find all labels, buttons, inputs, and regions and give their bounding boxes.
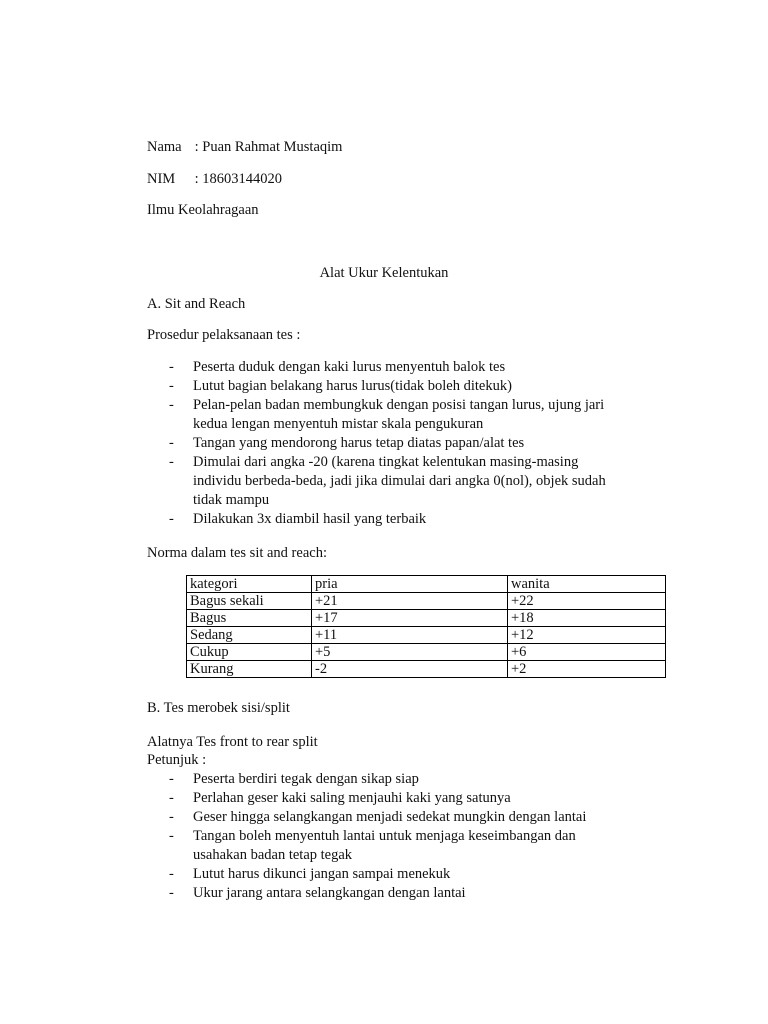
table-cell: Bagus xyxy=(187,610,312,627)
table-row xyxy=(187,610,666,627)
table-cell: Sedang xyxy=(187,627,312,644)
table-cell: Cukup xyxy=(187,644,312,661)
list-item-text: Pelan-pelan badan membungkuk dengan posisi tangan lurus, ujung jari xyxy=(193,397,605,413)
nim-label: NIM xyxy=(147,171,176,187)
nama-label: Nama xyxy=(147,139,182,155)
list-item xyxy=(169,453,606,510)
list-item xyxy=(169,770,586,789)
list-item-text: Dimulai dari angka -20 (karena tingkat kelentukan masing-masing xyxy=(193,454,579,470)
table-cell: +12 xyxy=(508,627,666,644)
list-item xyxy=(169,358,606,377)
bullet-dash: - xyxy=(169,435,174,451)
procedure-list xyxy=(169,358,606,529)
bullet-dash: - xyxy=(169,809,174,825)
nama-value: : Puan Rahmat Mustaqim xyxy=(194,139,343,155)
list-item xyxy=(169,827,586,865)
procedure-label: Prosedur pelaksanaan tes : xyxy=(147,327,301,343)
table-cell: +22 xyxy=(508,593,666,610)
instructions-list xyxy=(169,770,586,903)
prodi-text: Ilmu Keolahragaan xyxy=(147,202,259,218)
table-row xyxy=(187,627,666,644)
table-cell: Bagus sekali xyxy=(187,593,312,610)
table-cell: pria xyxy=(312,576,508,593)
list-item xyxy=(169,789,586,808)
nama-line xyxy=(147,138,342,157)
list-item-text: Geser hingga selangkangan menjadi sedekat mungkin dengan lantai xyxy=(193,809,587,825)
list-item xyxy=(169,434,606,453)
table-cell: +17 xyxy=(312,610,508,627)
table-row xyxy=(187,661,666,678)
list-item-text: individu berbeda-beda, jadi jika dimulai dari angka 0(nol), objek sudah xyxy=(193,473,606,489)
list-item xyxy=(169,884,586,903)
list-item-text: Perlahan geser kaki saling menjauhi kaki yang satunya xyxy=(193,790,511,806)
table-cell: +2 xyxy=(508,661,666,678)
section-b-heading: B. Tes merobek sisi/split xyxy=(147,700,290,716)
table-row xyxy=(187,593,666,610)
bullet-dash: - xyxy=(169,359,174,375)
table-cell: -2 xyxy=(312,661,508,678)
table-row xyxy=(187,644,666,661)
bullet-dash: - xyxy=(169,771,174,787)
norma-label: Norma dalam tes sit and reach: xyxy=(147,545,327,561)
table-cell: Kurang xyxy=(187,661,312,678)
list-item-text: Tangan boleh menyentuh lantai untuk menjaga keseimbangan dan xyxy=(193,828,576,844)
list-item-text: Peserta berdiri tegak dengan sikap siap xyxy=(193,771,419,787)
instructions-label: Petunjuk : xyxy=(147,752,207,768)
list-item-text: Lutut harus dikunci jangan sampai menekuk xyxy=(193,866,451,882)
nim-line xyxy=(147,170,282,189)
table-cell: +6 xyxy=(508,644,666,661)
tool-label: Alatnya Tes front to rear split xyxy=(147,734,318,750)
bullet-dash: - xyxy=(169,511,174,527)
table-cell: +18 xyxy=(508,610,666,627)
section-a-heading: A. Sit and Reach xyxy=(147,296,246,312)
list-item-text: kedua lengan menyentuh mistar skala pengukuran xyxy=(193,416,484,432)
list-item xyxy=(169,396,606,434)
table-cell: kategori xyxy=(187,576,312,593)
table-header-row xyxy=(187,576,666,593)
page-title: Alat Ukur Kelentukan xyxy=(319,265,449,281)
table-cell: +5 xyxy=(312,644,508,661)
bullet-dash: - xyxy=(169,790,174,806)
table-cell: wanita xyxy=(508,576,666,593)
bullet-dash: - xyxy=(169,828,174,844)
list-item xyxy=(169,808,586,827)
bullet-dash: - xyxy=(169,866,174,882)
bullet-dash: - xyxy=(169,454,174,470)
list-item-text: tidak mampu xyxy=(193,492,270,508)
list-item xyxy=(169,377,606,396)
list-item-text: Tangan yang mendorong harus tetap diatas papan/alat tes xyxy=(193,435,525,451)
table-cell: +21 xyxy=(312,593,508,610)
list-item-text: Lutut bagian belakang harus lurus(tidak boleh ditekuk) xyxy=(193,378,512,394)
list-item-text: Dilakukan 3x diambil hasil yang terbaik xyxy=(193,511,427,527)
list-item xyxy=(169,510,606,529)
bullet-dash: - xyxy=(169,397,174,413)
bullet-dash: - xyxy=(169,378,174,394)
nim-value: : 18603144020 xyxy=(194,171,283,187)
norma-table xyxy=(186,575,666,678)
bullet-dash: - xyxy=(169,885,174,901)
table-cell: +11 xyxy=(312,627,508,644)
list-item xyxy=(169,865,586,884)
list-item-text: Ukur jarang antara selangkangan dengan lantai xyxy=(193,885,466,901)
list-item-text: Peserta duduk dengan kaki lurus menyentuh balok tes xyxy=(193,359,506,375)
list-item-text: usahakan badan tetap tegak xyxy=(193,847,353,863)
